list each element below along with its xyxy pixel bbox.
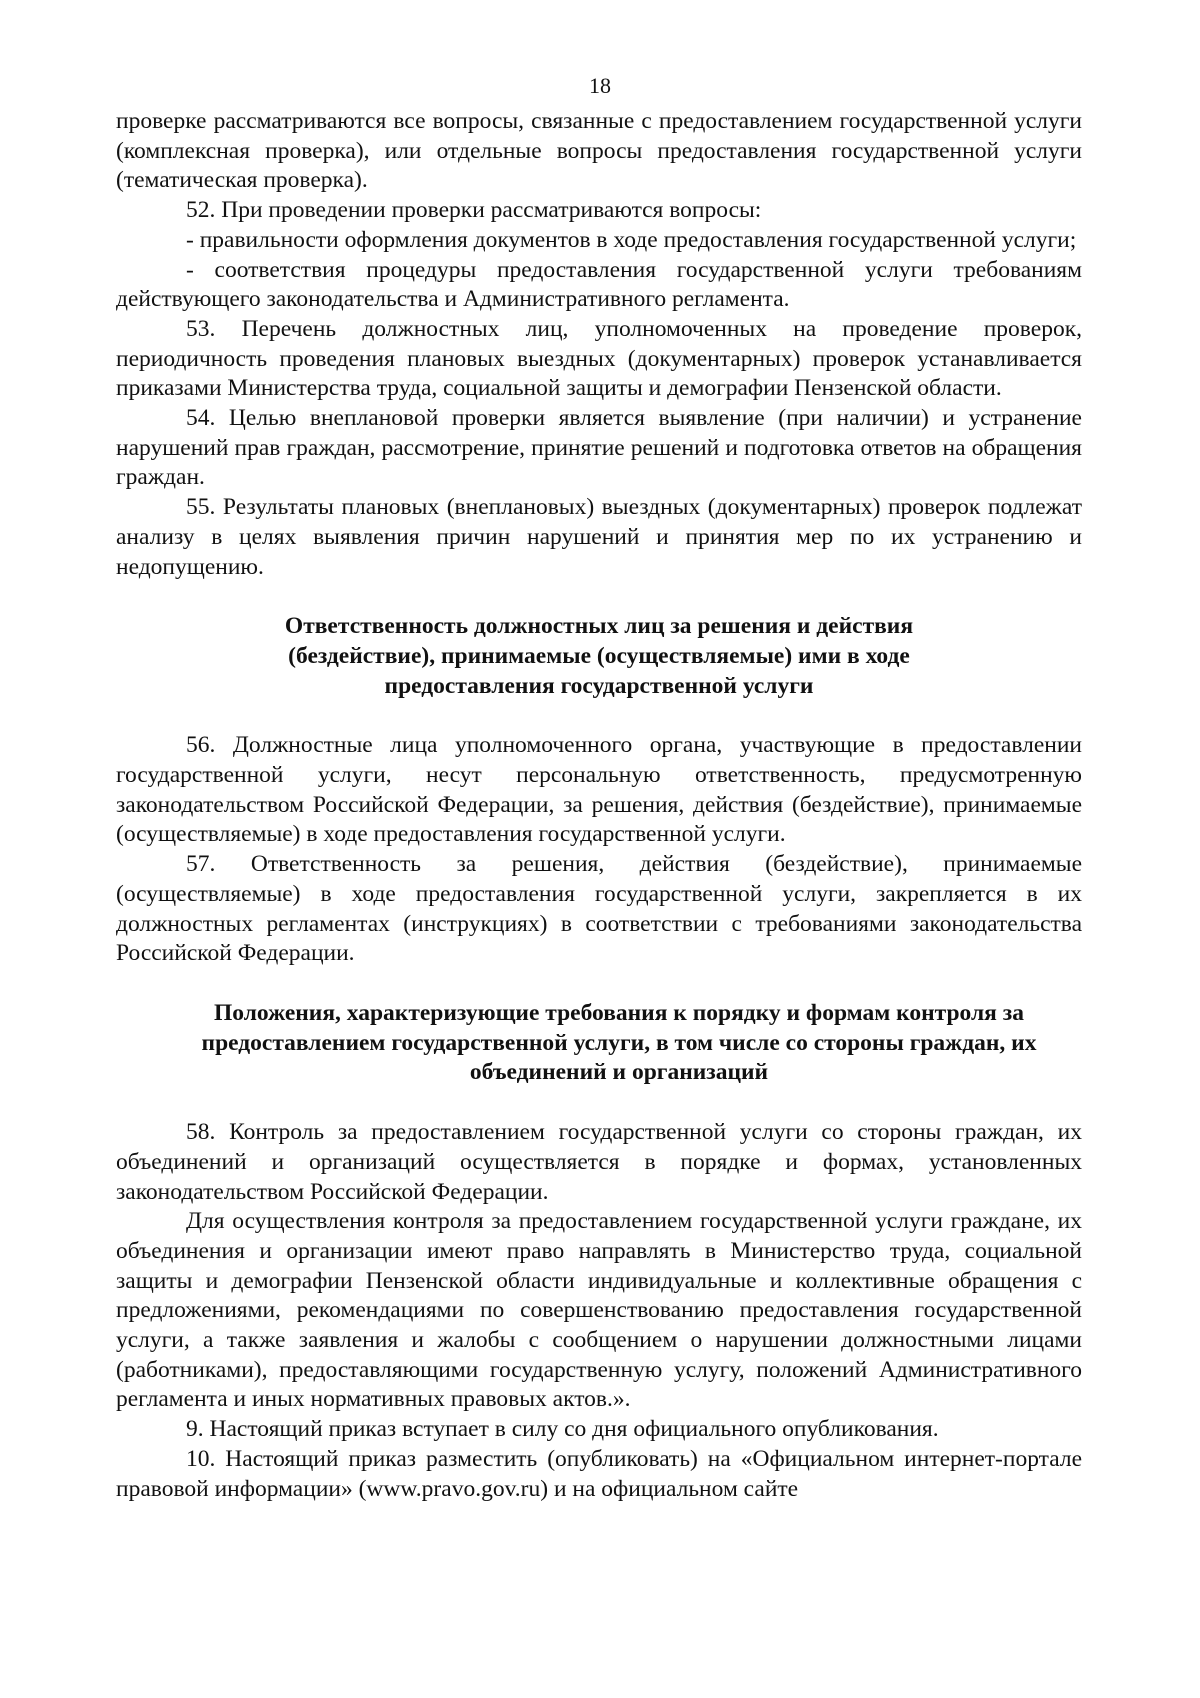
paragraph-continuation: проверке рассматриваются все вопросы, связанные с предоставлением государственной услуги (комплексная проверка), или отдельные вопросы предоставления государственной услуги (тематическая проверка). <box>116 108 1082 194</box>
paragraph-57: 57. Ответственность за решения, действия (бездействие), принимаемые (осуществляемые) в ходе предоставления государственной услуги, закрепляется в их должностных регламентах (инструкциях) в соответствии с требованиями законодательства Российской Федерации. <box>116 851 1082 967</box>
heading-line: объединений и организаций <box>469 1059 769 1086</box>
section-heading-control <box>116 999 1082 1088</box>
paragraph-52: 52. При проведении проверки рассматриваются вопросы: <box>186 197 762 224</box>
paragraph-9: 9. Настоящий приказ вступает в силу со дня официального опубликования. <box>186 1416 939 1443</box>
paragraph-54: 54. Целью внеплановой проверки является выявление (при наличии) и устранение нарушений прав граждан, рассмотрение, принятие решений и подготовка ответов на обращения граждан. <box>116 405 1082 491</box>
heading-line: (бездействие), принимаемые (осуществляемые) ими в ходе <box>288 642 910 669</box>
heading-line: Ответственность должностных лиц за решения и действия <box>284 613 914 640</box>
document-body <box>116 107 1082 1504</box>
paragraph-55: 55. Результаты плановых (внеплановых) выездных (документарных) проверок подлежат анализу в целях выявления причин нарушений и принятия мер по их устранению и недопущению. <box>116 494 1082 580</box>
page-number: 18 <box>589 73 611 98</box>
paragraph-citizen-control: Для осуществления контроля за предоставлением государственной услуги граждане, их объединения и организации имеют право направлять в Министерство труда, социальной защиты и демографии Пензенской области индивидуальные и коллективные обращения с предложениями, рекомендациями по совершенствованию предоставления государственной услуги, а также заявления и жалобы с сообщением о нарушении должностными лицами (работниками), предоставляющими государственную услугу, положений Административного регламента и иных нормативных правовых актов.». <box>116 1208 1082 1413</box>
section-heading-responsibility <box>116 612 1082 701</box>
paragraph-53: 53. Перечень должностных лиц, уполномоченных на проведение проверок, периодичность проведения плановых выездных (документарных) проверок устанавливается приказами Министерства труда, социальной защиты и демографии Пензенской области. <box>116 315 1082 402</box>
heading-line: предоставления государственной услуги <box>384 672 814 699</box>
paragraph-10: 10. Настоящий приказ разместить (опубликовать) на «Официальном интернет-портале правовой информации» (www.pravo.gov.ru) и на официальном сайте <box>116 1445 1082 1502</box>
list-item-documents: - правильности оформления документов в ходе предоставления государственной услуги; <box>186 226 1077 253</box>
list-item-compliance: - соответствия процедуры предоставления государственной услуги требованиям действующего законодательства и Административного регламента. <box>116 256 1082 313</box>
heading-line: предоставлением государственной услуги, в том числе со стороны граждан, их <box>201 1029 1037 1056</box>
paragraph-58: 58. Контроль за предоставлением государственной услуги со стороны граждан, их объединений и организаций осуществляется в порядке и формах, установленных законодательством Российской Федерации. <box>116 1119 1082 1205</box>
heading-line: Положения, характеризующие требования к порядку и формам контроля за <box>214 999 1024 1026</box>
paragraph-56: 56. Должностные лица уполномоченного органа, участвующие в предоставлении государственной услуги, несут персональную ответственность, предусмотренную законодательством Российской Федерации, за решения, действия (бездействие), принимаемые (осуществляемые) в ходе предоставления государственной услуги. <box>116 732 1082 848</box>
